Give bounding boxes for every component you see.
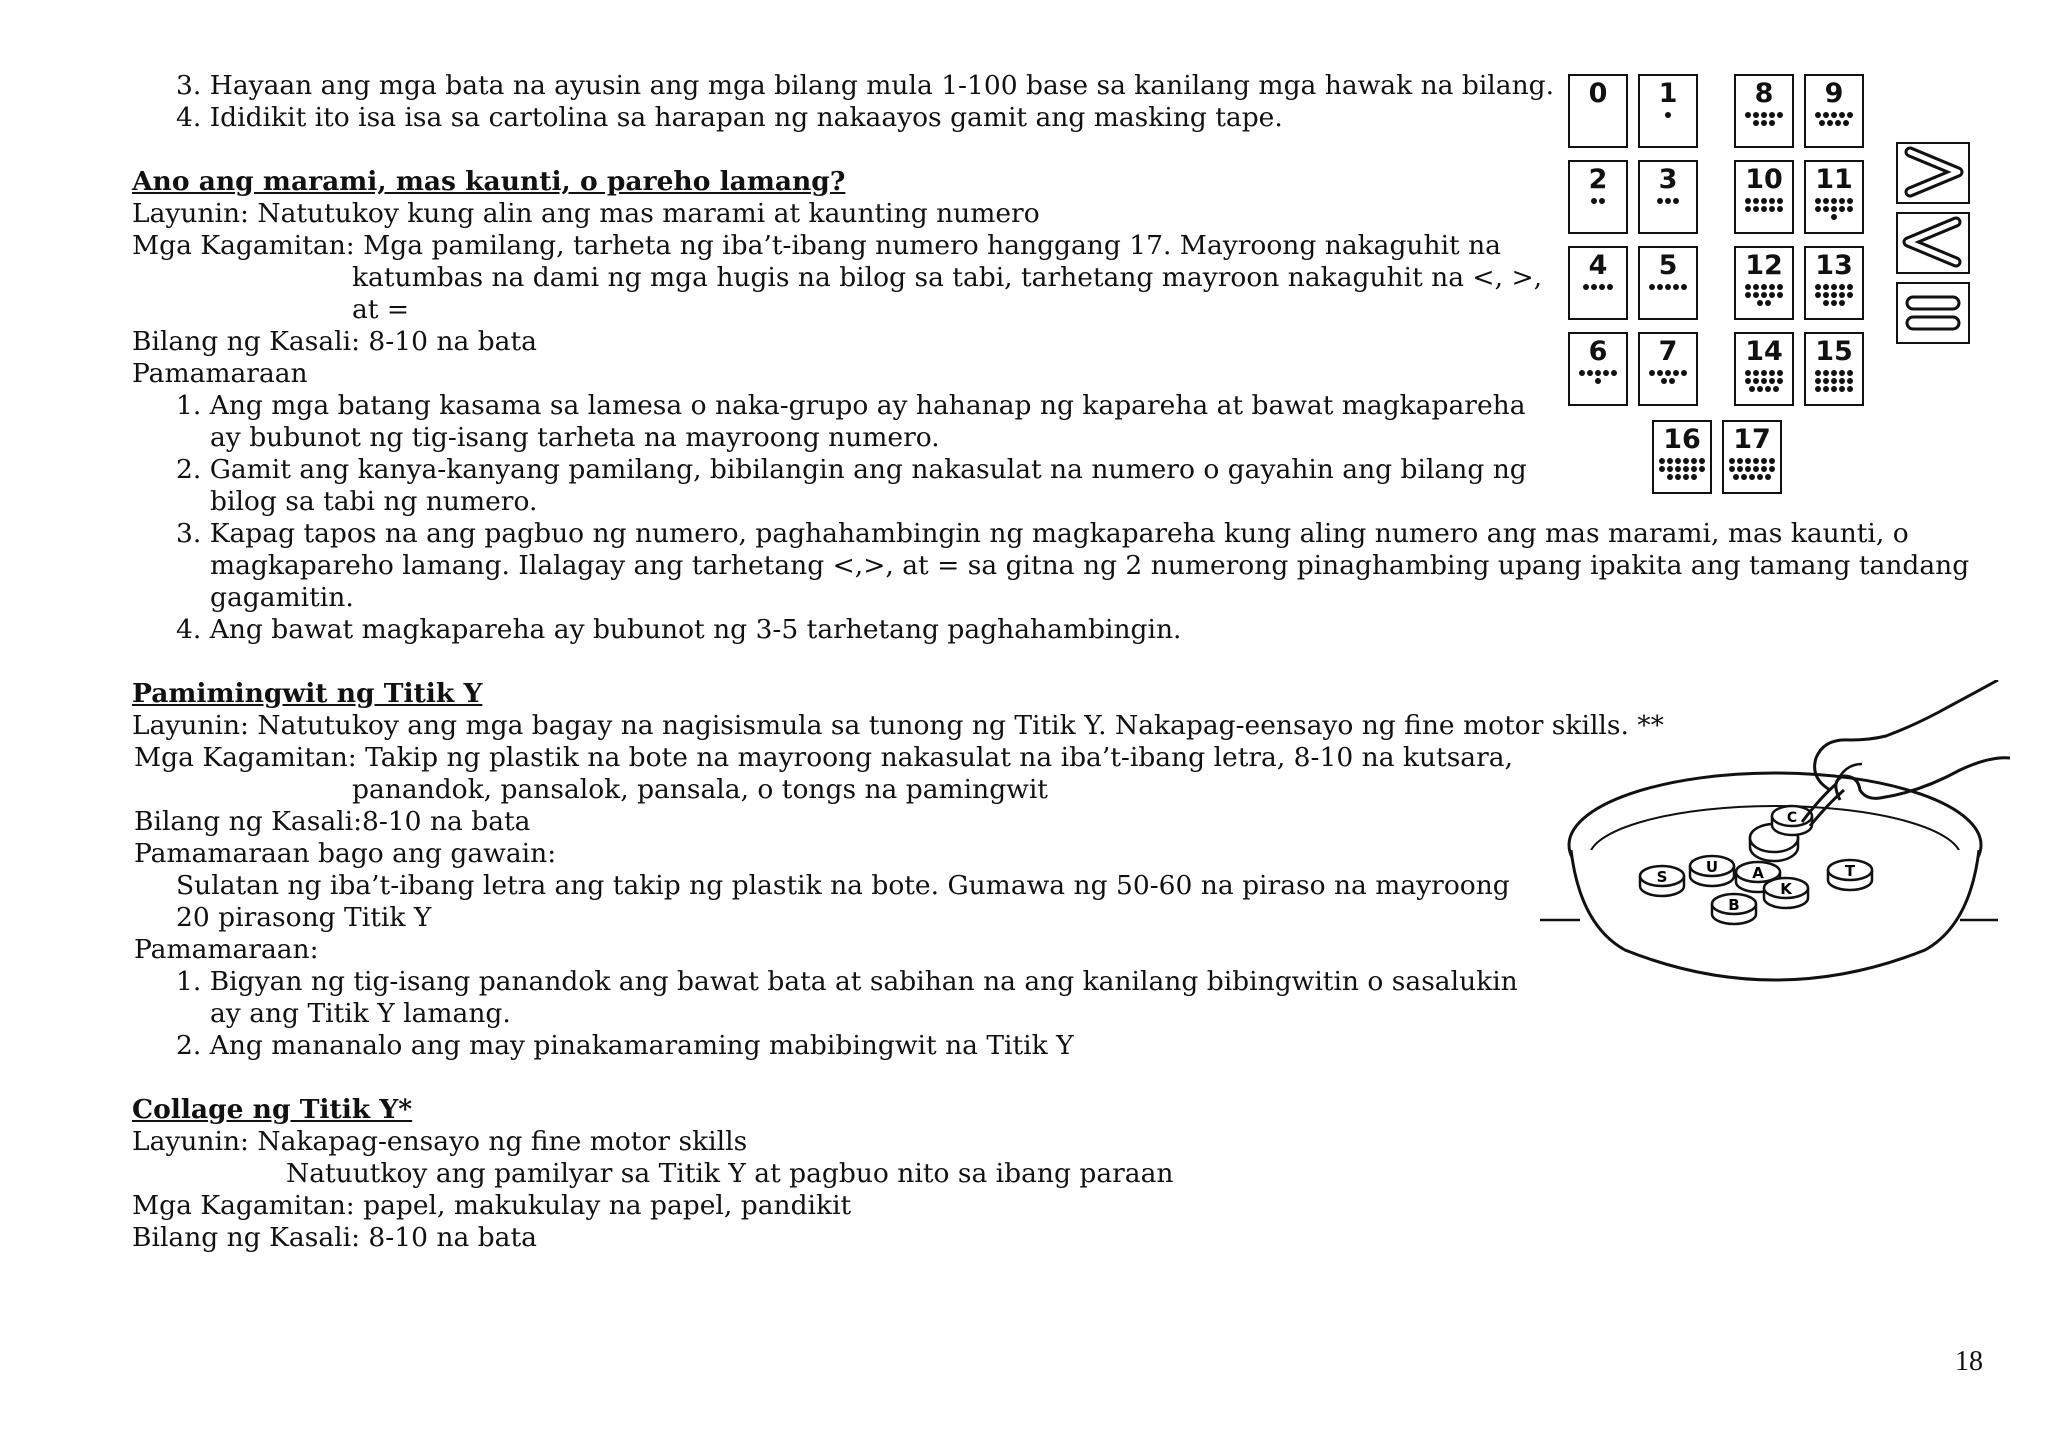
- card-number: 17: [1733, 424, 1771, 455]
- card-dots: [1658, 458, 1706, 480]
- card-dot: [1599, 198, 1605, 204]
- card-dot: [1843, 120, 1849, 126]
- procedure-step: 4. Ang bawat magkapareha ay bubunot ng 3-5 tarhetang paghahambingin.: [176, 614, 1182, 645]
- section-heading-comparison: Ano ang marami, mas kaunti, o pareho lamang?: [132, 166, 846, 197]
- card-dot: [1749, 474, 1755, 480]
- card-dot: [1815, 198, 1821, 204]
- participants-line: Bilang ng Kasali: 8-10 na bata: [132, 1222, 537, 1253]
- section-heading-fishing: Pamimingwit ng Titik Y: [132, 678, 483, 709]
- card-dot: [1777, 206, 1783, 212]
- card-dot: [1683, 458, 1689, 464]
- card-dot: [1823, 378, 1829, 384]
- card-dot: [1691, 474, 1697, 480]
- materials-line-cont: at =: [352, 294, 410, 325]
- card-dot: [1745, 370, 1751, 376]
- procedure-step: 1. Bigyan ng tig-isang panandok ang bawat bata at sabihan na ang kanilang bibingwitin o sasalukin: [176, 966, 1518, 997]
- number-card: [1638, 160, 1698, 234]
- card-dot: [1777, 198, 1783, 204]
- card-number: 11: [1815, 164, 1853, 195]
- card-dot: [1745, 284, 1751, 290]
- card-dot: [1691, 458, 1697, 464]
- bowl-with-bottle-caps-illustration: [1540, 680, 2010, 1010]
- card-dot: [1761, 284, 1767, 290]
- card-dot: [1757, 300, 1763, 306]
- card-dot: [1823, 370, 1829, 376]
- number-card: [1734, 74, 1794, 148]
- card-dot: [1839, 292, 1845, 298]
- less-than-icon: [1898, 214, 1968, 272]
- card-dots: [1590, 198, 1606, 204]
- card-dot: [1699, 466, 1705, 472]
- card-dot: [1761, 198, 1767, 204]
- card-dot: [1847, 292, 1853, 298]
- card-dot: [1839, 386, 1845, 392]
- card-dots: [1744, 112, 1784, 126]
- card-dot: [1761, 458, 1767, 464]
- card-dot: [1675, 474, 1681, 480]
- procedure-step: 2. Gamit ang kanya-kanyang pamilang, bibilangin ang nakasulat na numero o gayahin ang bilang ng: [176, 454, 1527, 485]
- number-card: [1652, 420, 1712, 494]
- card-dot: [1769, 206, 1775, 212]
- card-dot: [1665, 112, 1671, 118]
- materials-line: Mga Kagamitan: Mga pamilang, tarheta ng iba’t-ibang numero hanggang 17. Mayroong nakaguhit na: [132, 230, 1501, 261]
- card-dot: [1683, 474, 1689, 480]
- card-dot: [1757, 474, 1763, 480]
- card-dot: [1815, 378, 1821, 384]
- card-dot: [1839, 370, 1845, 376]
- card-dot: [1683, 466, 1689, 472]
- card-dot: [1753, 370, 1759, 376]
- number-card: [1722, 420, 1782, 494]
- greater-than-card: [1896, 142, 1970, 204]
- participants-line: Bilang ng Kasali:8-10 na bata: [134, 806, 531, 837]
- number-card: [1734, 160, 1794, 234]
- card-dot: [1815, 370, 1821, 376]
- card-dot: [1749, 386, 1755, 392]
- card-dot: [1777, 378, 1783, 384]
- card-dot: [1673, 198, 1679, 204]
- card-dot: [1823, 386, 1829, 392]
- card-dot: [1777, 370, 1783, 376]
- card-number: 2: [1588, 164, 1608, 195]
- card-dots: [1814, 198, 1854, 220]
- card-dot: [1769, 378, 1775, 384]
- card-dot: [1847, 206, 1853, 212]
- number-card: [1804, 74, 1864, 148]
- card-dot: [1669, 378, 1675, 384]
- card-dot: [1753, 112, 1759, 118]
- card-dots: [1744, 198, 1784, 212]
- card-dot: [1839, 284, 1845, 290]
- procedure-step-cont: gagamitin.: [210, 582, 354, 613]
- bottle-cap: [1712, 894, 1756, 924]
- number-card: [1734, 246, 1794, 320]
- cap-letter: T: [1844, 862, 1856, 880]
- pre-procedure-text: Sulatan ng iba’t-ibang letra ang takip ng plastik na bote. Gumawa ng 50-60 na piraso na mayroong: [176, 870, 1510, 901]
- card-dot: [1823, 300, 1829, 306]
- card-dot: [1757, 386, 1763, 392]
- card-number: 6: [1588, 336, 1608, 367]
- cap-letter: A: [1752, 864, 1764, 882]
- card-dot: [1659, 458, 1665, 464]
- card-dot: [1737, 458, 1743, 464]
- card-dot: [1607, 284, 1613, 290]
- card-number: 4: [1588, 250, 1608, 281]
- card-dot: [1831, 378, 1837, 384]
- objective-line: Layunin: Natutukoy kung alin ang mas marami at kaunting numero: [132, 198, 1040, 229]
- card-dot: [1777, 292, 1783, 298]
- card-dot: [1745, 112, 1751, 118]
- card-number: 8: [1754, 78, 1774, 109]
- card-dot: [1769, 284, 1775, 290]
- card-dot: [1665, 198, 1671, 204]
- card-dot: [1765, 386, 1771, 392]
- card-dot: [1595, 370, 1601, 376]
- procedure-step-cont: magkapareho lamang. Ilalagay ang tarhetang <,>, at = sa gitna ng 2 numerong pinaghambing upang ipakita ang tamang tandang: [210, 550, 1970, 581]
- card-dot: [1823, 206, 1829, 212]
- procedure-step-cont: ay bubunot ng tig-isang tarheta na mayroong numero.: [210, 422, 940, 453]
- card-dot: [1753, 292, 1759, 298]
- card-dot: [1667, 466, 1673, 472]
- card-dot: [1815, 284, 1821, 290]
- card-number: 16: [1663, 424, 1701, 455]
- card-number: 0: [1588, 78, 1608, 109]
- card-dot: [1753, 206, 1759, 212]
- card-dot: [1753, 378, 1759, 384]
- card-dot: [1591, 284, 1597, 290]
- card-dot: [1761, 292, 1767, 298]
- card-dot: [1839, 198, 1845, 204]
- card-dot: [1777, 112, 1783, 118]
- card-dots: [1656, 198, 1680, 204]
- card-dot: [1823, 284, 1829, 290]
- card-dot: [1745, 458, 1751, 464]
- card-dot: [1769, 292, 1775, 298]
- card-dots: [1664, 112, 1672, 118]
- card-dot: [1657, 198, 1663, 204]
- number-card: [1638, 332, 1698, 406]
- greater-than-icon: [1898, 144, 1968, 202]
- card-dot: [1847, 112, 1853, 118]
- pre-procedure-label: Pamamaraan bago ang gawain:: [134, 838, 557, 869]
- card-dot: [1761, 466, 1767, 472]
- card-dot: [1823, 292, 1829, 298]
- card-dot: [1745, 198, 1751, 204]
- card-dot: [1815, 386, 1821, 392]
- card-dot: [1675, 458, 1681, 464]
- bottle-cap: [1828, 860, 1872, 890]
- participants-line: Bilang ng Kasali: 8-10 na bata: [132, 326, 537, 357]
- number-card: [1568, 74, 1628, 148]
- card-dots: [1578, 370, 1618, 384]
- card-dot: [1595, 378, 1601, 384]
- card-dot: [1583, 284, 1589, 290]
- card-dot: [1753, 466, 1759, 472]
- card-dot: [1765, 474, 1771, 480]
- card-dot: [1769, 458, 1775, 464]
- card-dot: [1847, 386, 1853, 392]
- card-dot: [1847, 378, 1853, 384]
- card-dots: [1582, 284, 1614, 290]
- card-dot: [1741, 474, 1747, 480]
- equals-icon: [1898, 284, 1968, 342]
- card-number: 15: [1815, 336, 1853, 367]
- card-dot: [1753, 284, 1759, 290]
- card-dot: [1761, 370, 1767, 376]
- card-dots: [1814, 284, 1854, 306]
- card-dots: [1744, 370, 1784, 392]
- less-than-card: [1896, 212, 1970, 274]
- card-dot: [1667, 474, 1673, 480]
- card-dots: [1814, 112, 1854, 126]
- card-number: 12: [1745, 250, 1783, 281]
- card-number: 5: [1658, 250, 1678, 281]
- card-dot: [1769, 120, 1775, 126]
- card-dot: [1769, 198, 1775, 204]
- card-dot: [1599, 284, 1605, 290]
- card-dot: [1831, 214, 1837, 220]
- card-dot: [1831, 386, 1837, 392]
- card-dot: [1765, 300, 1771, 306]
- procedure-step-cont: bilog sa tabi ng numero.: [210, 486, 538, 517]
- procedure-label: Pamamaraan:: [134, 934, 319, 965]
- card-dot: [1649, 284, 1655, 290]
- card-dots: [1648, 370, 1688, 384]
- step-3-line: 3. Hayaan ang mga bata na ayusin ang mga bilang mula 1-100 base sa kanilang mga hawak na bilang.: [176, 70, 1555, 101]
- card-dot: [1673, 370, 1679, 376]
- card-dot: [1745, 466, 1751, 472]
- card-number: 10: [1745, 164, 1783, 195]
- card-dot: [1819, 120, 1825, 126]
- card-dot: [1847, 284, 1853, 290]
- card-dot: [1691, 466, 1697, 472]
- card-dot: [1815, 206, 1821, 212]
- procedure-step: 2. Ang mananalo ang may pinakamaraming mabibingwit na Titik Y: [176, 1030, 1074, 1061]
- equals-card: [1896, 282, 1970, 344]
- card-number: 3: [1658, 164, 1678, 195]
- cap-letter: C: [1786, 810, 1798, 826]
- card-dots: [1728, 458, 1776, 480]
- card-dot: [1681, 284, 1687, 290]
- card-dot: [1769, 112, 1775, 118]
- procedure-step: 3. Kapag tapos na ang pagbuo ng numero, paghahambingin ng magkapareha kung aling numero ang mas marami, mas kaunti, o: [176, 518, 1909, 549]
- materials-line-cont: katumbas na dami ng mga hugis na bilog sa tabi, tarhetang mayroon nakaguhit na <, >,: [352, 262, 1543, 293]
- card-dot: [1761, 120, 1767, 126]
- pre-procedure-text-cont: 20 pirasong Titik Y: [176, 902, 432, 933]
- number-card: [1638, 246, 1698, 320]
- card-dot: [1587, 370, 1593, 376]
- card-dot: [1831, 300, 1837, 306]
- card-dot: [1827, 120, 1833, 126]
- card-dot: [1831, 284, 1837, 290]
- card-dot: [1831, 198, 1837, 204]
- bottle-cap: [1640, 866, 1684, 896]
- card-dots: [1814, 370, 1854, 392]
- card-dot: [1673, 284, 1679, 290]
- card-dot: [1665, 370, 1671, 376]
- card-dot: [1737, 466, 1743, 472]
- card-number: 1: [1658, 78, 1678, 109]
- card-dot: [1831, 112, 1837, 118]
- procedure-label: Pamamaraan: [132, 358, 308, 389]
- card-dot: [1831, 206, 1837, 212]
- cap-letter: B: [1728, 896, 1740, 914]
- card-dot: [1729, 458, 1735, 464]
- number-card: [1804, 332, 1864, 406]
- card-dot: [1745, 292, 1751, 298]
- card-number: 9: [1824, 78, 1844, 109]
- card-dot: [1753, 120, 1759, 126]
- section-heading-collage: Collage ng Titik Y*: [132, 1094, 413, 1125]
- card-dots: [1648, 284, 1688, 290]
- card-dot: [1839, 112, 1845, 118]
- objective-line: Layunin: Nakapag-ensayo ng fine motor skills: [132, 1126, 748, 1157]
- cap-letter: U: [1705, 858, 1719, 876]
- card-dot: [1839, 300, 1845, 306]
- card-dot: [1831, 292, 1837, 298]
- card-dot: [1769, 466, 1775, 472]
- card-dot: [1649, 370, 1655, 376]
- number-card: [1638, 74, 1698, 148]
- step-4-line: 4. Ididikit ito isa isa sa cartolina sa harapan ng nakaayos gamit ang masking tape.: [176, 102, 1283, 133]
- card-dot: [1761, 206, 1767, 212]
- number-card: [1568, 246, 1628, 320]
- cap-letter: S: [1656, 868, 1668, 886]
- card-dot: [1831, 370, 1837, 376]
- card-dot: [1815, 292, 1821, 298]
- card-dot: [1659, 466, 1665, 472]
- number-card: [1734, 332, 1794, 406]
- card-dot: [1579, 370, 1585, 376]
- card-dot: [1847, 198, 1853, 204]
- card-dots: [1744, 284, 1784, 306]
- procedure-step: 1. Ang mga batang kasama sa lamesa o naka-grupo ay hahanap ng kapareha at bawat magkapareha: [176, 390, 1526, 421]
- card-dot: [1745, 206, 1751, 212]
- card-dot: [1769, 370, 1775, 376]
- card-dot: [1665, 284, 1671, 290]
- card-dot: [1611, 370, 1617, 376]
- number-card: [1804, 160, 1864, 234]
- card-dot: [1815, 112, 1821, 118]
- objective-line-cont: Natuutkoy ang pamilyar sa Titik Y at pagbuo nito sa ibang paraan: [286, 1158, 1174, 1189]
- card-dot: [1661, 378, 1667, 384]
- cap-letter: K: [1780, 880, 1792, 898]
- card-dot: [1729, 466, 1735, 472]
- card-dot: [1823, 198, 1829, 204]
- card-dot: [1657, 370, 1663, 376]
- card-dot: [1761, 112, 1767, 118]
- card-dot: [1745, 378, 1751, 384]
- number-card: [1568, 160, 1628, 234]
- card-dot: [1699, 458, 1705, 464]
- page-number: 18: [1955, 1346, 1983, 1377]
- card-number: 13: [1815, 250, 1853, 281]
- bottle-cap: [1772, 806, 1812, 835]
- card-dot: [1835, 120, 1841, 126]
- bottle-cap: [1690, 856, 1734, 886]
- card-dot: [1657, 284, 1663, 290]
- bottle-cap: [1764, 878, 1808, 908]
- number-card: [1568, 332, 1628, 406]
- procedure-step-cont: ay ang Titik Y lamang.: [210, 998, 511, 1029]
- card-dot: [1839, 378, 1845, 384]
- card-dot: [1777, 284, 1783, 290]
- card-dot: [1761, 378, 1767, 384]
- materials-line: Mga Kagamitan: Takip ng plastik na bote na mayroong nakasulat na iba’t-ibang letra, 8-10 na kutsara,: [134, 742, 1513, 773]
- card-dot: [1667, 458, 1673, 464]
- materials-line: Mga Kagamitan: papel, makukulay na papel, pandikit: [132, 1190, 852, 1221]
- card-dot: [1591, 198, 1597, 204]
- card-dot: [1753, 458, 1759, 464]
- card-dot: [1675, 466, 1681, 472]
- number-card: [1804, 246, 1864, 320]
- card-dot: [1847, 370, 1853, 376]
- card-dot: [1823, 112, 1829, 118]
- card-number: 14: [1745, 336, 1783, 367]
- materials-line-cont: panandok, pansalok, pansala, o tongs na pamingwit: [352, 774, 1048, 805]
- card-dot: [1733, 474, 1739, 480]
- card-number: 7: [1658, 336, 1678, 367]
- card-dot: [1681, 370, 1687, 376]
- card-dot: [1603, 370, 1609, 376]
- card-dot: [1839, 206, 1845, 212]
- card-dot: [1773, 386, 1779, 392]
- objective-line: Layunin: Natutukoy ang mga bagay na nagisismula sa tunong ng Titik Y. Nakapag-eensayo ng fine motor skills. **: [132, 710, 1664, 741]
- card-dot: [1753, 198, 1759, 204]
